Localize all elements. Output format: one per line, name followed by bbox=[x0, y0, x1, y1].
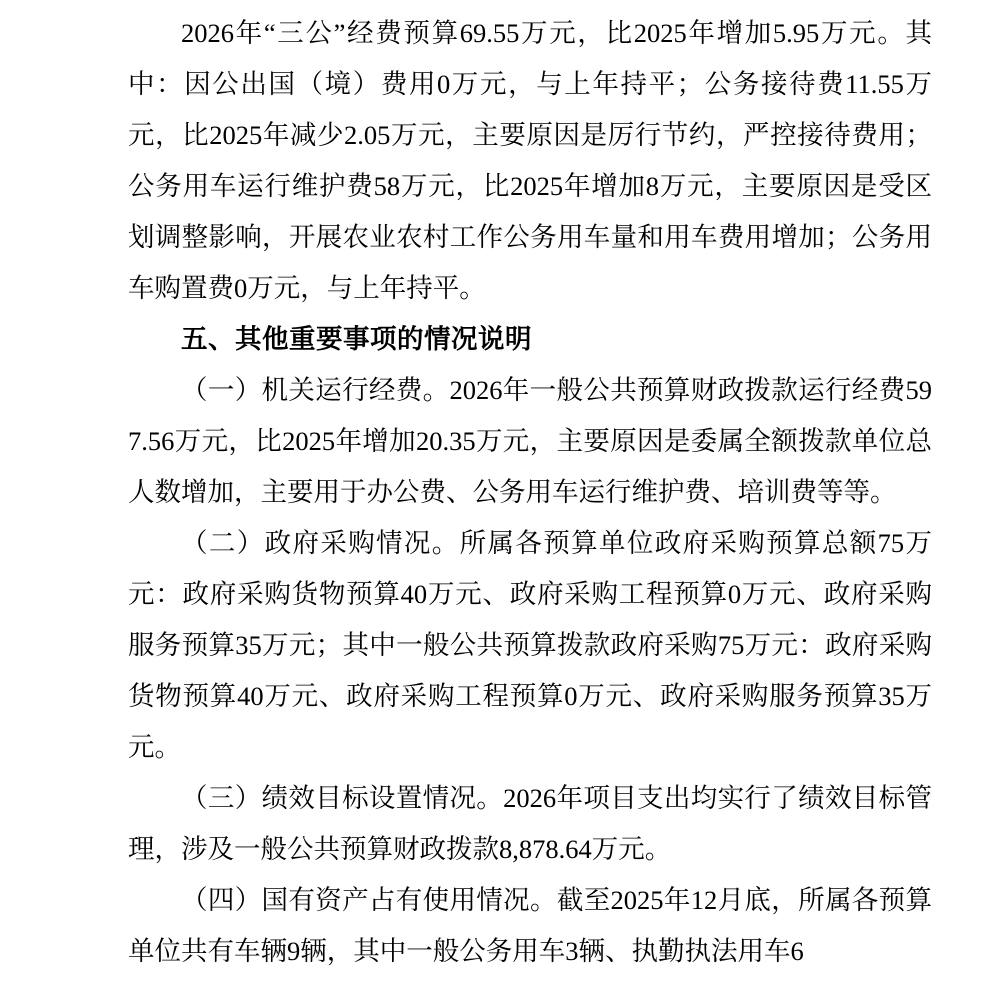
paragraph-performance-targets: （三）绩效目标设置情况。2026年项目支出均实行了绩效目标管理，涉及一般公共预算财政拨款8,878.64万元。 bbox=[128, 783, 932, 864]
paragraph-three-public-funds: 2026年“三公”经费预算69.55万元，比2025年增加5.95万元。其中：因公出国（境）费用0万元，与上年持平；公务接待费11.55万元，比2025年减少2.05万元，主要原因是厉行节约，严控接待费用；公务用车运行维护费58万元，比2025年增加8万元，主要原因是受区划调整影响，开展农业农村工作公务用车量和用车费用增加；公务用车购置费0万元，与上年持平。 bbox=[128, 18, 932, 303]
paragraph-state-assets: （四）国有资产占有使用情况。截至2025年12月底，所属各预算单位共有车辆9辆，其中一般公务用车3辆、执勤执法用车6 bbox=[128, 885, 932, 966]
document-body bbox=[128, 8, 932, 977]
paragraph-government-procurement: （二）政府采购情况。所属各预算单位政府采购预算总额75万元：政府采购货物预算40万元、政府采购工程预算0万元、政府采购服务预算35万元；其中一般公共预算拨款政府采购75万元：政府采购货物预算40万元、政府采购工程预算0万元、政府采购服务预算35万元。 bbox=[128, 528, 932, 762]
heading-section-five: 五、其他重要事项的情况说明 bbox=[181, 324, 532, 354]
paragraph-operating-expenses: （一）机关运行经费。2026年一般公共预算财政拨款运行经费597.56万元，比2025年增加20.35万元，主要原因是委属全额拨款单位总人数增加，主要用于办公费、公务用车运行维护费、培训费等等。 bbox=[128, 375, 932, 507]
